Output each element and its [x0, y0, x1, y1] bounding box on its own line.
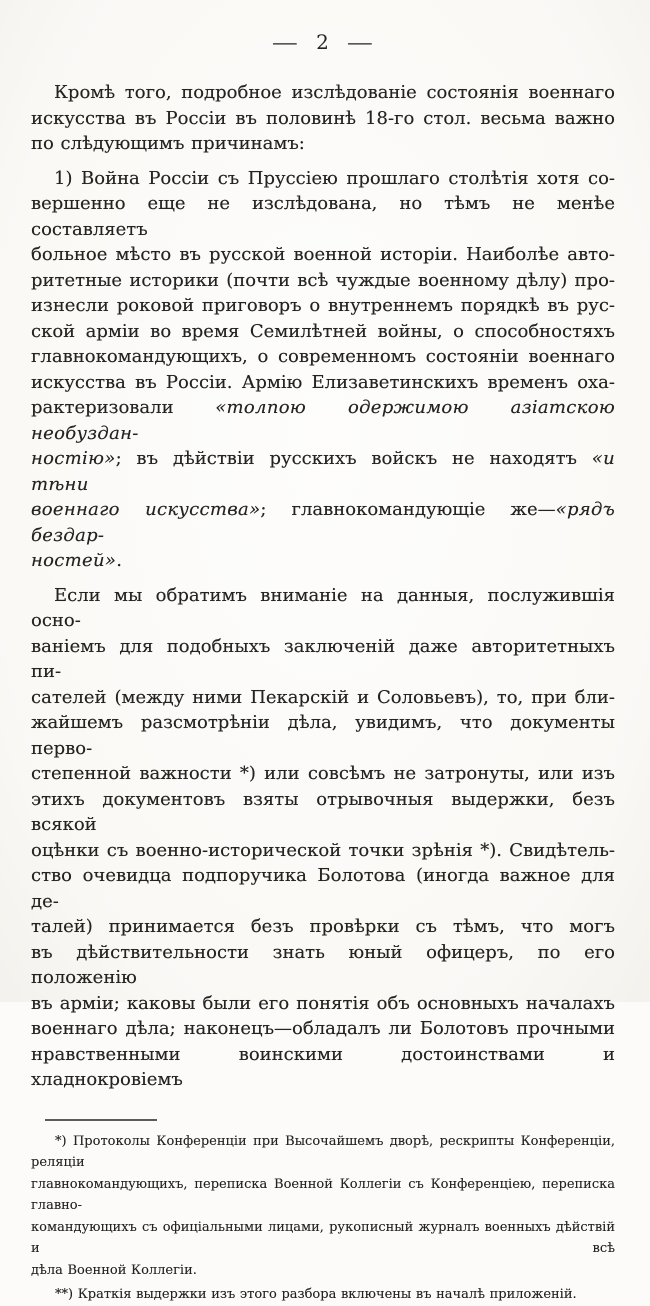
text-segment: ритетные историки (почти всѣ чуждые военному дѣлу) про- — [31, 269, 615, 291]
text-line — [31, 166, 615, 192]
text-line — [31, 1217, 615, 1260]
text-line — [31, 863, 615, 914]
text-segment: больное мѣсто въ русской военной исторіи. Наиболѣе авто- — [31, 244, 615, 265]
text-line — [31, 131, 615, 157]
text-segment: ваніемъ для подобныхъ заключеній даже авторитетныхъ пи- — [31, 635, 615, 682]
paragraph — [31, 166, 615, 574]
text-segment: степенной важности *) или совсѣмъ не затронуты, или изъ — [31, 763, 615, 784]
text-line — [31, 838, 615, 864]
quoted-italic-text: военнаго искусства» — [31, 499, 261, 520]
text-line — [31, 940, 615, 991]
text-line — [31, 191, 615, 242]
text-line — [31, 80, 615, 106]
text-segment: Если мы обратимъ вниманіе на данныя, послужившія осно- — [31, 584, 615, 631]
text-line — [31, 242, 615, 268]
quoted-italic-text: «рядъ бездар- — [31, 499, 615, 546]
text-segment: вершенно еще не изслѣдована, но тѣмъ не менѣе составляетъ — [31, 193, 615, 240]
text-line — [31, 319, 615, 345]
text-segment: оцѣнки съ военно-исторической точки зрѣнія *). Свидѣтель- — [31, 839, 615, 861]
text-segment: талей) принимается безъ провѣрки съ тѣмъ, что могъ — [31, 916, 615, 937]
page-body-text — [31, 80, 615, 1093]
paragraph — [31, 583, 615, 1093]
header-dash-right: — — [346, 30, 375, 54]
footnotes-section — [31, 1131, 615, 1306]
text-line — [31, 1016, 615, 1042]
text-line — [31, 1174, 615, 1217]
text-segment: этихъ документовъ взяты отрывочныя выдержки, безъ всякой — [31, 788, 615, 835]
text-segment: . — [116, 550, 122, 571]
text-segment: военнаго дѣла; наконецъ—обладалъ ли Болотовъ прочными — [31, 1018, 615, 1039]
text-line — [31, 370, 615, 396]
text-line — [31, 497, 615, 548]
text-line — [31, 548, 615, 574]
page-header — [31, 30, 615, 54]
text-segment: 1) Война Россіи съ Пруссіею прошлаго столѣтія хотя со- — [54, 167, 615, 189]
text-segment: командующихъ съ офиціальными лицами, рукописный журналъ военныхъ дѣйствій и всѣ — [31, 1219, 615, 1256]
text-line — [31, 761, 615, 787]
text-segment: изнесли роковой приговоръ о внутреннемъ порядкѣ въ рус- — [31, 295, 615, 316]
text-segment: въ дѣйствительности знать юный офицеръ, по его положенію — [31, 941, 615, 988]
text-segment: ской арміи во время Семилѣтней войны, о способностяхъ — [31, 320, 615, 342]
text-line — [31, 268, 615, 294]
text-segment: въ арміи; каковы были его понятія объ основныхъ началахъ — [31, 992, 615, 1014]
text-line — [31, 344, 615, 370]
text-segment: искусства въ Россіи. Армію Елизаветинскихъ временъ оха- — [31, 371, 615, 393]
text-segment: ; главнокомандующіе же— — [260, 499, 556, 520]
text-line — [31, 1042, 615, 1093]
quoted-italic-text: «толпою одержимою азіатскою необуздан- — [31, 397, 615, 444]
text-segment: Кромѣ того, подробное изслѣдованіе состоянія военнаго — [54, 82, 615, 103]
text-segment: искусства въ Россіи въ половинѣ 18-го стол. весьма важно — [31, 107, 615, 129]
text-segment: *) Протоколы Конференціи при Высочайшемъ дворѣ, рескрипты Конференціи, реляціи — [31, 1133, 615, 1170]
page-number: 2 — [316, 30, 330, 54]
text-line — [31, 914, 615, 940]
header-dash-left: — — [271, 30, 300, 54]
text-line — [31, 446, 615, 497]
text-line — [31, 1131, 615, 1174]
text-line — [31, 106, 615, 132]
text-line — [31, 395, 615, 446]
text-line — [31, 991, 615, 1017]
text-line — [31, 1260, 615, 1282]
text-segment: жайшемъ разсмотрѣніи дѣла, увидимъ, что документы перво- — [31, 712, 615, 759]
quoted-italic-text: «и тѣни — [31, 448, 615, 495]
quoted-italic-text: ностію» — [31, 448, 116, 469]
footnote-separator — [45, 1119, 157, 1121]
text-segment: по слѣдующимъ причинамъ: — [31, 133, 305, 154]
text-line — [31, 710, 615, 761]
text-segment: главнокомандующихъ, переписка Военной Коллегіи съ Конференціею, переписка главно- — [31, 1176, 615, 1213]
text-line — [31, 583, 615, 634]
text-line — [31, 685, 615, 711]
text-line — [31, 293, 615, 319]
text-segment: нравственными воинскими достоинствами и хладнокровіемъ — [31, 1043, 615, 1090]
text-segment: ство очевидца подпоручика Болотова (иногда важное для де- — [31, 865, 615, 912]
text-segment: рактеризовали — [31, 397, 216, 418]
text-segment: сателей (между ними Пекарскій и Соловьевъ), то, при бли- — [31, 686, 615, 708]
text-segment: главнокомандующихъ, о современномъ состояніи военнаго — [31, 346, 615, 367]
paragraph — [31, 80, 615, 157]
paragraph — [31, 1131, 615, 1282]
quoted-italic-text: ностей» — [31, 550, 117, 571]
text-segment: **) Краткія выдержки изъ этого разбора включены въ началѣ приложеній. — [55, 1287, 577, 1302]
text-line — [31, 787, 615, 838]
text-line — [31, 1284, 615, 1306]
text-line — [31, 634, 615, 685]
text-segment: дѣла Военной Коллегіи. — [31, 1262, 197, 1278]
paragraph — [31, 1284, 615, 1306]
text-segment: ; въ дѣйствіи русскихъ войскъ не находятъ — [115, 448, 592, 469]
